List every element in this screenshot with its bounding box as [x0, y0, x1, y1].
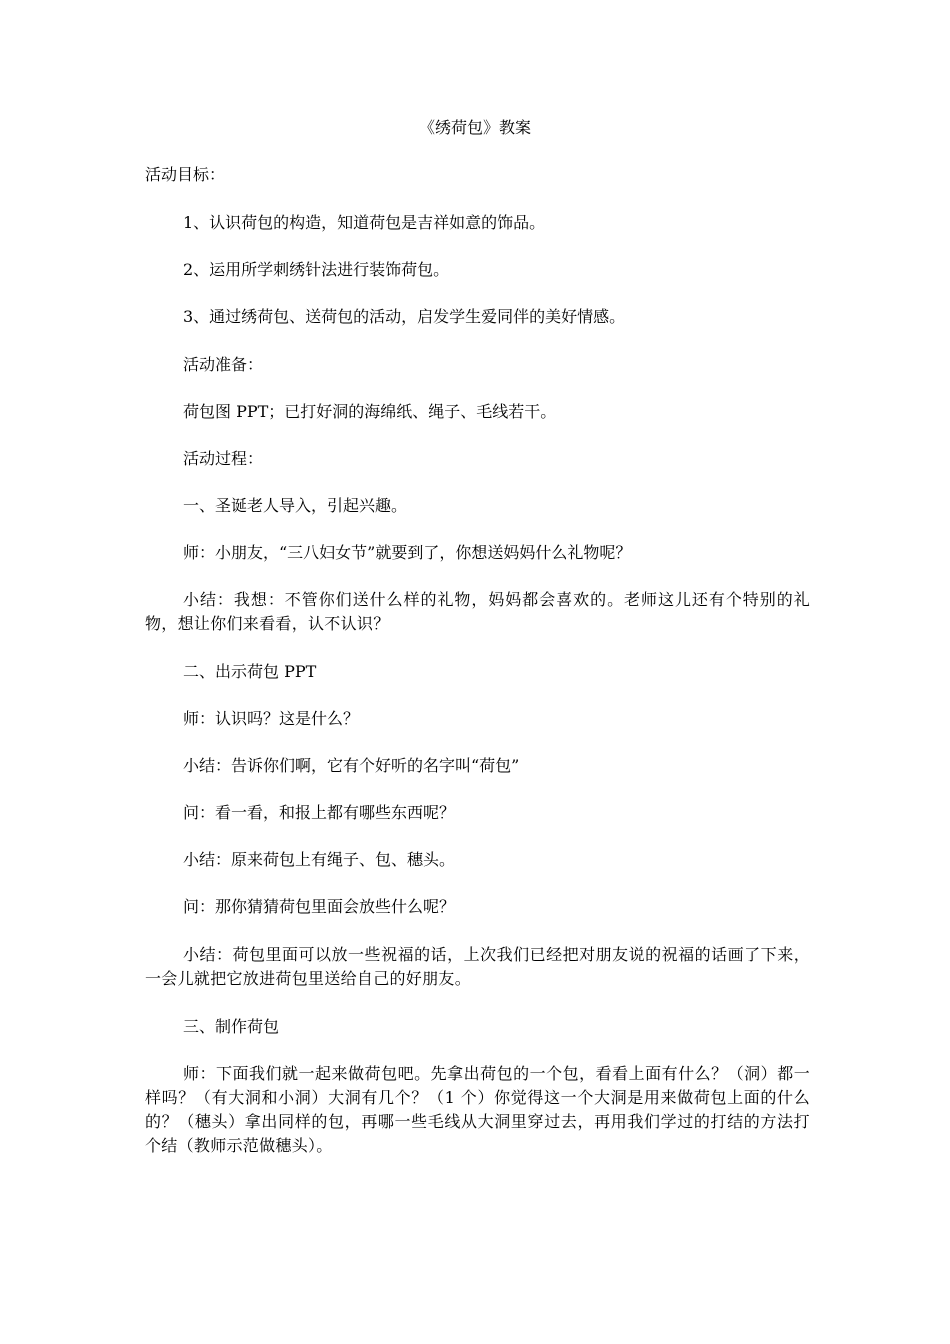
goal-item-2: 2、运用所学刺绣针法进行装饰荷包。: [183, 260, 450, 279]
step-heading-1: 一、圣诞老人导入，引起兴趣。: [183, 496, 408, 515]
paragraph-teacher-1: 师：小朋友，“三八妇女节”就要到了，你想送妈妈什么礼物呢？: [183, 543, 632, 562]
paragraph-question-2: 问：那你猜猜荷包里面会放些什么呢？: [183, 897, 456, 916]
section-heading-process: 活动过程：: [183, 449, 264, 468]
document-title: 《绣荷包》教案: [418, 118, 531, 137]
preparation-text: 荷包图 PPT；已打好洞的海绵纸、绳子、毛线若干。: [183, 402, 557, 421]
paragraph-summary-4: 小结：荷包里面可以放一些祝福的话，上次我们已经把对朋友说的祝福的话画了下来，一会儿就把它放进荷包里送给自己的好朋友。: [145, 945, 810, 988]
goal-item-3: 3、通过绣荷包、送荷包的活动，启发学生爱同伴的美好情感。: [183, 307, 626, 326]
paragraph-teacher-3: 师：下面我们就一起来做荷包吧。先拿出荷包的一个包，看看上面有什么？（洞）都一样吗？（有大洞和小洞）大洞有几个？（1 个）你觉得这一个大洞是用来做荷包上面的什么的？（穗头）拿出同样的包，再哪一些毛线从大洞里穿过去，再用我们学过的打结的方法打个结（教师示范做穗头）。: [145, 1064, 810, 1155]
paragraph-summary-3: 小结：原来荷包上有绳子、包、穗头。: [183, 850, 456, 869]
paragraph-question-1: 问：看一看，和报上都有哪些东西呢？: [183, 803, 456, 822]
paragraph-teacher-2: 师：认识吗？这是什么？: [183, 709, 360, 728]
step-heading-3: 三、制作荷包: [183, 1017, 280, 1036]
paragraph-summary-1: 小结：我想：不管你们送什么样的礼物，妈妈都会喜欢的。老师这儿还有个特别的礼物，想让你们来看看，认不认识？: [145, 590, 810, 633]
section-heading-preparation: 活动准备：: [183, 355, 264, 374]
step-heading-2: 二、出示荷包 PPT: [183, 662, 317, 681]
section-heading-goals: 活动目标：: [145, 165, 226, 184]
goal-item-1: 1、认识荷包的构造，知道荷包是吉祥如意的饰品。: [183, 213, 546, 232]
paragraph-summary-2: 小结：告诉你们啊，它有个好听的名字叫“荷包”: [183, 756, 520, 775]
